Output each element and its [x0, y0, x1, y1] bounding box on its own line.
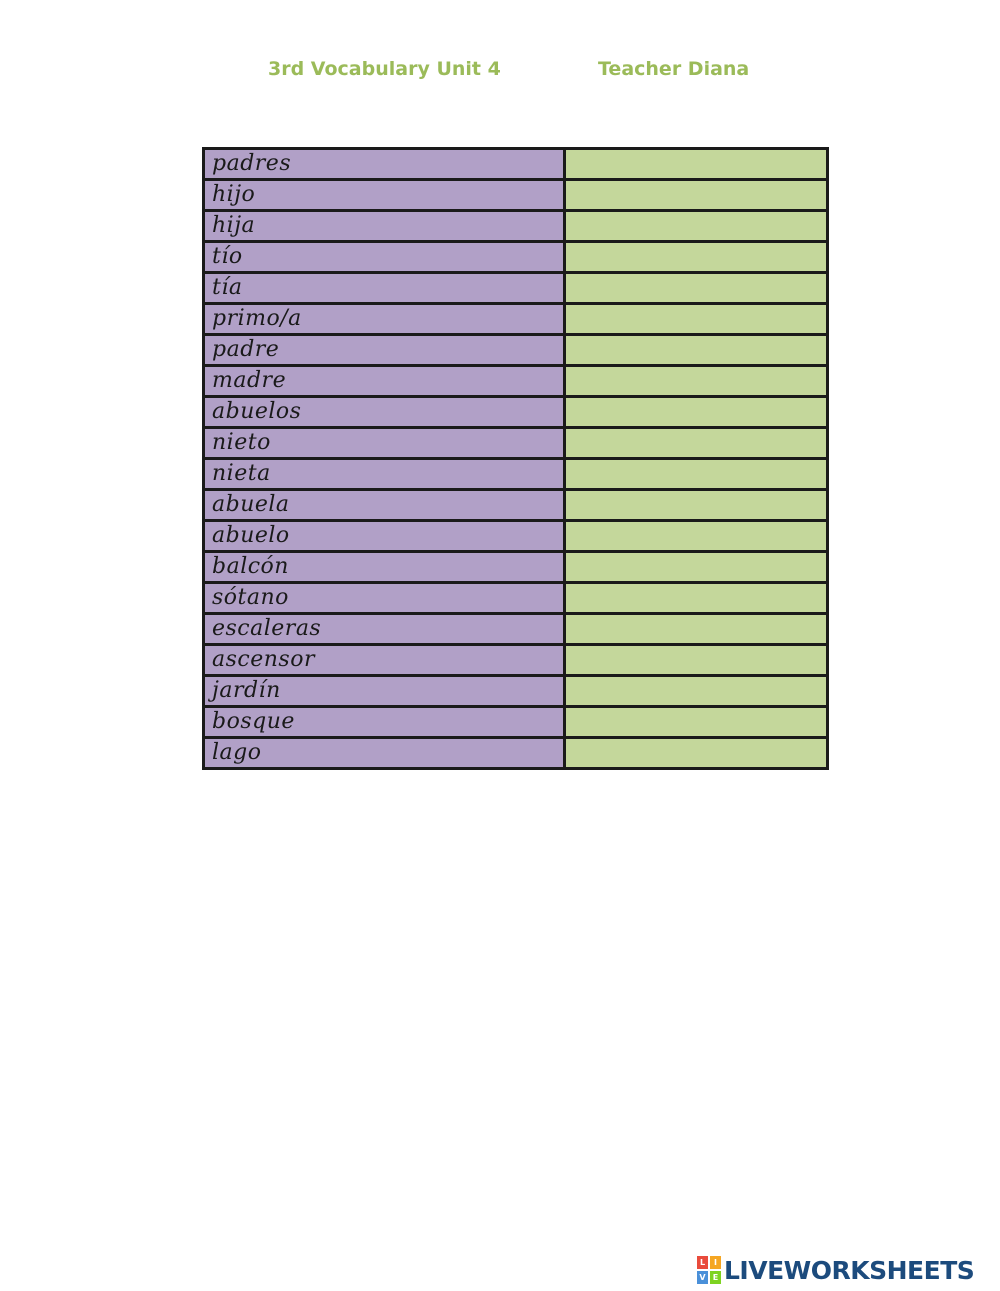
table-row — [204, 583, 828, 614]
vocabulary-table — [202, 147, 829, 770]
logo-letter-e: E — [710, 1271, 721, 1284]
answer-field[interactable] — [565, 645, 828, 676]
table-row — [204, 211, 828, 242]
answer-field[interactable] — [565, 738, 828, 769]
answer-field[interactable] — [565, 242, 828, 273]
liveworksheets-logo — [697, 1256, 974, 1284]
table-row — [204, 304, 828, 335]
table-row — [204, 521, 828, 552]
answer-field[interactable] — [565, 521, 828, 552]
table-row — [204, 552, 828, 583]
table-row — [204, 273, 828, 304]
answer-field[interactable] — [565, 707, 828, 738]
answer-field[interactable] — [565, 614, 828, 645]
vocab-word: nieto — [204, 428, 565, 459]
answer-field[interactable] — [565, 428, 828, 459]
answer-field[interactable] — [565, 211, 828, 242]
table-row — [204, 676, 828, 707]
answer-field[interactable] — [565, 552, 828, 583]
table-row — [204, 645, 828, 676]
table-row — [204, 428, 828, 459]
table-row — [204, 707, 828, 738]
liveworksheets-logo-icon — [697, 1256, 721, 1284]
vocab-word: padres — [204, 149, 565, 180]
table-row — [204, 180, 828, 211]
vocab-word: hijo — [204, 180, 565, 211]
vocab-word: escaleras — [204, 614, 565, 645]
vocab-word: sótano — [204, 583, 565, 614]
vocab-word: tía — [204, 273, 565, 304]
table-row — [204, 149, 828, 180]
table-row — [204, 397, 828, 428]
answer-field[interactable] — [565, 397, 828, 428]
vocab-word: lago — [204, 738, 565, 769]
answer-field[interactable] — [565, 459, 828, 490]
vocab-word: hija — [204, 211, 565, 242]
vocab-word: padre — [204, 335, 565, 366]
vocab-word: bosque — [204, 707, 565, 738]
table-row — [204, 366, 828, 397]
vocab-word: ascensor — [204, 645, 565, 676]
logo-letter-l: L — [697, 1256, 708, 1269]
liveworksheets-wordmark: LIVEWORKSHEETS — [724, 1255, 975, 1285]
vocab-word: balcón — [204, 552, 565, 583]
table-row — [204, 335, 828, 366]
table-row — [204, 490, 828, 521]
vocab-word: madre — [204, 366, 565, 397]
vocab-word: jardín — [204, 676, 565, 707]
vocab-word: tío — [204, 242, 565, 273]
answer-field[interactable] — [565, 490, 828, 521]
worksheet-title: 3rd Vocabulary Unit 4 — [268, 58, 501, 80]
table-row — [204, 738, 828, 769]
answer-field[interactable] — [565, 366, 828, 397]
teacher-name: Teacher Diana — [598, 58, 750, 80]
logo-letter-v: V — [697, 1271, 708, 1284]
vocab-word: nieta — [204, 459, 565, 490]
vocab-word: abuela — [204, 490, 565, 521]
answer-field[interactable] — [565, 304, 828, 335]
answer-field[interactable] — [565, 583, 828, 614]
logo-letter-i: I — [710, 1256, 721, 1269]
answer-field[interactable] — [565, 676, 828, 707]
table-row — [204, 459, 828, 490]
answer-field[interactable] — [565, 149, 828, 180]
answer-field[interactable] — [565, 273, 828, 304]
answer-field[interactable] — [565, 335, 828, 366]
vocab-word: abuelos — [204, 397, 565, 428]
vocab-word: primo/a — [204, 304, 565, 335]
table-row — [204, 242, 828, 273]
table-row — [204, 614, 828, 645]
answer-field[interactable] — [565, 180, 828, 211]
vocab-word: abuelo — [204, 521, 565, 552]
